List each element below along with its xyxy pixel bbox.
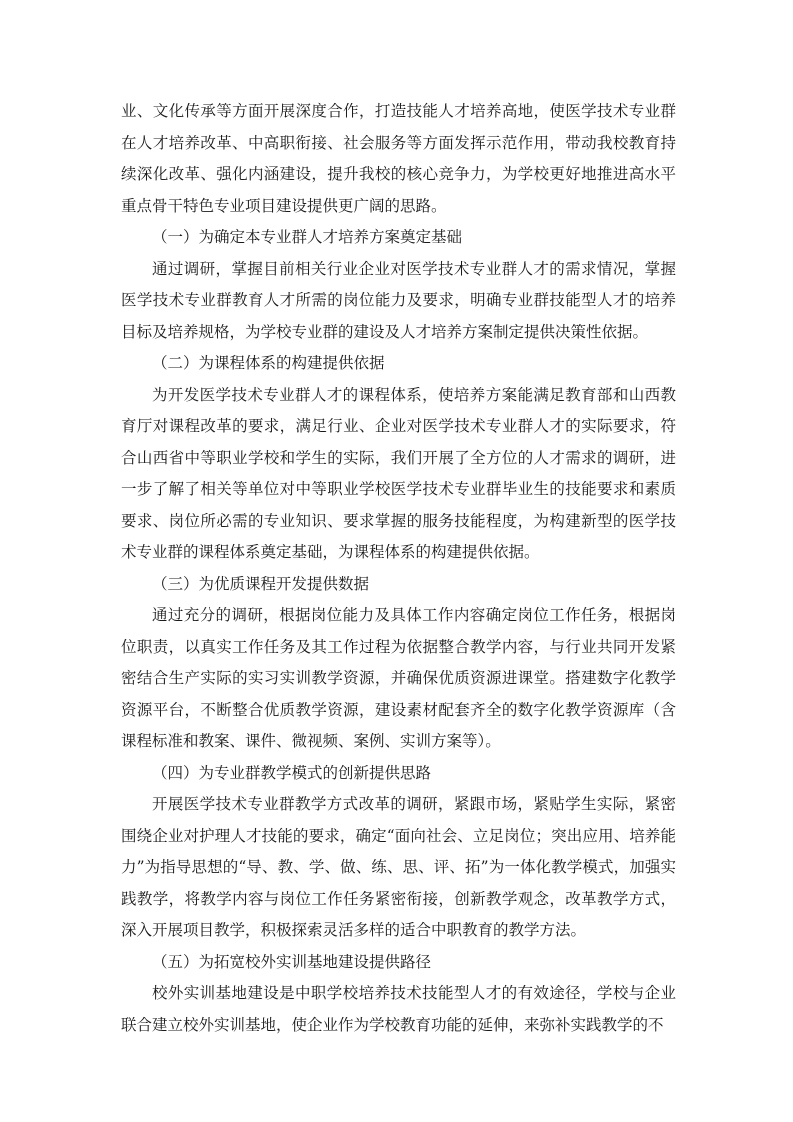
section-3-paragraph: 通过充分的调研，根据岗位能力及具体工作内容确定岗位工作任务，根据岗位职责，以真实工作任务及其工作过程为依据整合教学内容，与行业共同开发紧密结合生产实际的实习实训教学资源，并确保优质资源进课堂。搭建数字化教学资源平台，不断整合优质教学资源，建设素材配套齐全的数字化教学资源库（含课程标准和教案、课件、微视频、案例、实训方案等）。 [121, 606, 676, 750]
paragraph-continuation: 业、文化传承等方面开展深度合作，打造技能人才培养高地，使医学技术专业群在人才培养改革、中高职衔接、社会服务等方面发挥示范作用，带动我校教育持续深化改革、强化内涵建设，提升我校的核心竞争力，为学校更好地推进高水平重点骨干特色专业项目建设提供更广阔的思路。 [121, 102, 676, 215]
document-body [121, 96, 676, 1041]
section-1-paragraph: 通过调研，掌握目前相关行业企业对医学技术专业群人才的需求情况，掌握医学技术专业群教育人才所需的岗位能力及要求，明确专业群技能型人才的培养目标及培养规格，为学校专业群的建设及人才培养方案制定提供决策性依据。 [121, 259, 676, 341]
section-heading-3: （三）为优质课程开发提供数据 [152, 574, 370, 593]
section-heading-1: （一）为确定本专业群人才培养方案奠定基础 [152, 228, 463, 246]
section-2-paragraph: 为开发医学技术专业群人才的课程体系，使培养方案能满足教育部和山西教育厅对课程改革的要求，满足行业、企业对医学技术专业群人才的实际要求，符合山西省中等职业学校和学生的实际，我们开展了全方位的人才需求的调研，进一步了解了相关等单位对中等职业学校医学技术专业群毕业生的技能要求和素质要求、岗位所必需的专业知识、要求掌握的服务技能程度，为构建新型的医学技术专业群的课程体系奠定基础，为课程体系的构建提供依据。 [121, 385, 676, 561]
section-heading-2: （二）为课程体系的构建提供依据 [152, 354, 385, 372]
section-5-paragraph: 校外实训基地建设是中职学校培养技术技能型人才的有效途径，学校与企业联合建立校外实训基地，使企业作为学校教育功能的延伸，来弥补实践教学的不 [121, 984, 676, 1034]
section-4-paragraph: 开展医学技术专业群教学方式改革的调研，紧跟市场，紧贴学生实际，紧密围绕企业对护理人才技能的要求，确定“面向社会、立足岗位；突出应用、培养能力”为指导思想的“导、教、学、做、练、思、评、拓”为一体化教学模式，加强实践教学，将教学内容与岗位工作任务紧密衔接，创新教学观念，改革教学方式，深入开展项目教学，积极探索灵活多样的适合中职教育的教学方法。 [121, 795, 676, 939]
section-heading-5: （五）为拓宽校外实训基地建设提供路径 [152, 952, 432, 971]
section-heading-4: （四）为专业群教学模式的创新提供思路 [152, 763, 432, 782]
